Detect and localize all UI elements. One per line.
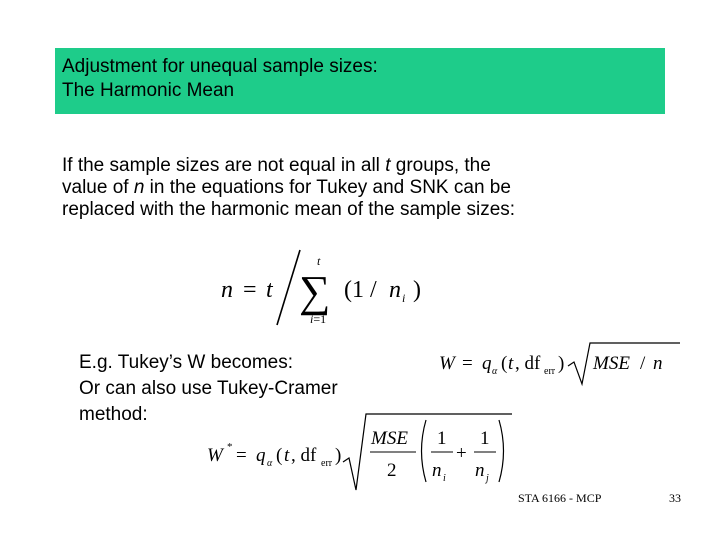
svg-text:∑: ∑ xyxy=(299,267,331,316)
svg-text:i=1: i=1 xyxy=(310,312,327,326)
svg-text:(: ( xyxy=(276,445,283,466)
example-line-2: Or can also use Tukey-Cramer xyxy=(79,378,338,399)
svg-text:t: t xyxy=(266,277,273,303)
body-line-1-var: t xyxy=(385,155,391,176)
svg-text:t: t xyxy=(284,445,290,466)
tukey-cramer-formula xyxy=(207,414,512,490)
body-line-1-b: groups, the xyxy=(390,155,491,176)
svg-text:n: n xyxy=(432,460,442,481)
svg-text:n: n xyxy=(389,277,401,303)
svg-text:i: i xyxy=(402,291,406,305)
body-line-2-b: in the equations for Tukey and SNK can be xyxy=(144,177,511,198)
svg-text:err: err xyxy=(321,458,333,469)
svg-text:(1 /: (1 / xyxy=(344,277,377,303)
svg-text:): ) xyxy=(558,353,565,374)
footer-course-label: STA 6166 - MCP xyxy=(518,491,602,505)
body-line-2-var: n xyxy=(133,177,145,198)
svg-text:W: W xyxy=(439,353,455,374)
svg-text:+: + xyxy=(456,443,467,464)
svg-text:MSE: MSE xyxy=(593,353,630,374)
svg-text:=: = xyxy=(236,445,247,466)
svg-text:t: t xyxy=(508,353,514,374)
svg-text:2: 2 xyxy=(387,460,397,481)
body-line-1-a: If the sample sizes are not equal in all xyxy=(62,155,386,176)
example-line-1: E.g. Tukey’s W becomes: xyxy=(79,352,294,373)
svg-text:j: j xyxy=(486,473,489,484)
svg-text:n: n xyxy=(475,460,485,481)
svg-text:MSE: MSE xyxy=(371,428,408,449)
svg-text:): ) xyxy=(335,445,342,466)
example-line-3: method: xyxy=(79,404,148,425)
svg-text:n: n xyxy=(653,353,663,374)
svg-text:err: err xyxy=(544,366,556,377)
svg-text:1: 1 xyxy=(437,428,447,449)
svg-text:α: α xyxy=(492,366,498,377)
tukey-w-formula xyxy=(439,343,680,384)
svg-text:α: α xyxy=(267,458,273,469)
svg-text:q: q xyxy=(482,353,492,374)
svg-text:=: = xyxy=(462,353,473,374)
body-line-3: replaced with the harmonic mean of the sample sizes: xyxy=(62,199,516,220)
body-line-2-a: value of xyxy=(62,177,134,198)
slide-title-line-1: Adjustment for unequal sample sizes: xyxy=(62,56,378,77)
svg-text:q: q xyxy=(256,445,266,466)
svg-text:*: * xyxy=(227,441,233,453)
svg-text:n: n xyxy=(221,277,233,303)
svg-text:i: i xyxy=(443,473,446,484)
svg-text:t: t xyxy=(317,254,321,268)
slide-title-line-2: The Harmonic Mean xyxy=(62,80,235,101)
svg-text:1: 1 xyxy=(480,428,490,449)
svg-text:(: ( xyxy=(501,353,508,374)
svg-text:): ) xyxy=(413,277,421,303)
harmonic-mean-formula xyxy=(221,250,421,326)
svg-text:=: = xyxy=(243,277,257,303)
footer-page-number: 33 xyxy=(669,491,681,505)
svg-text:, df: , df xyxy=(515,353,541,374)
svg-text:W: W xyxy=(207,445,223,466)
svg-text:/: / xyxy=(640,353,646,374)
svg-text:, df: , df xyxy=(291,445,317,466)
